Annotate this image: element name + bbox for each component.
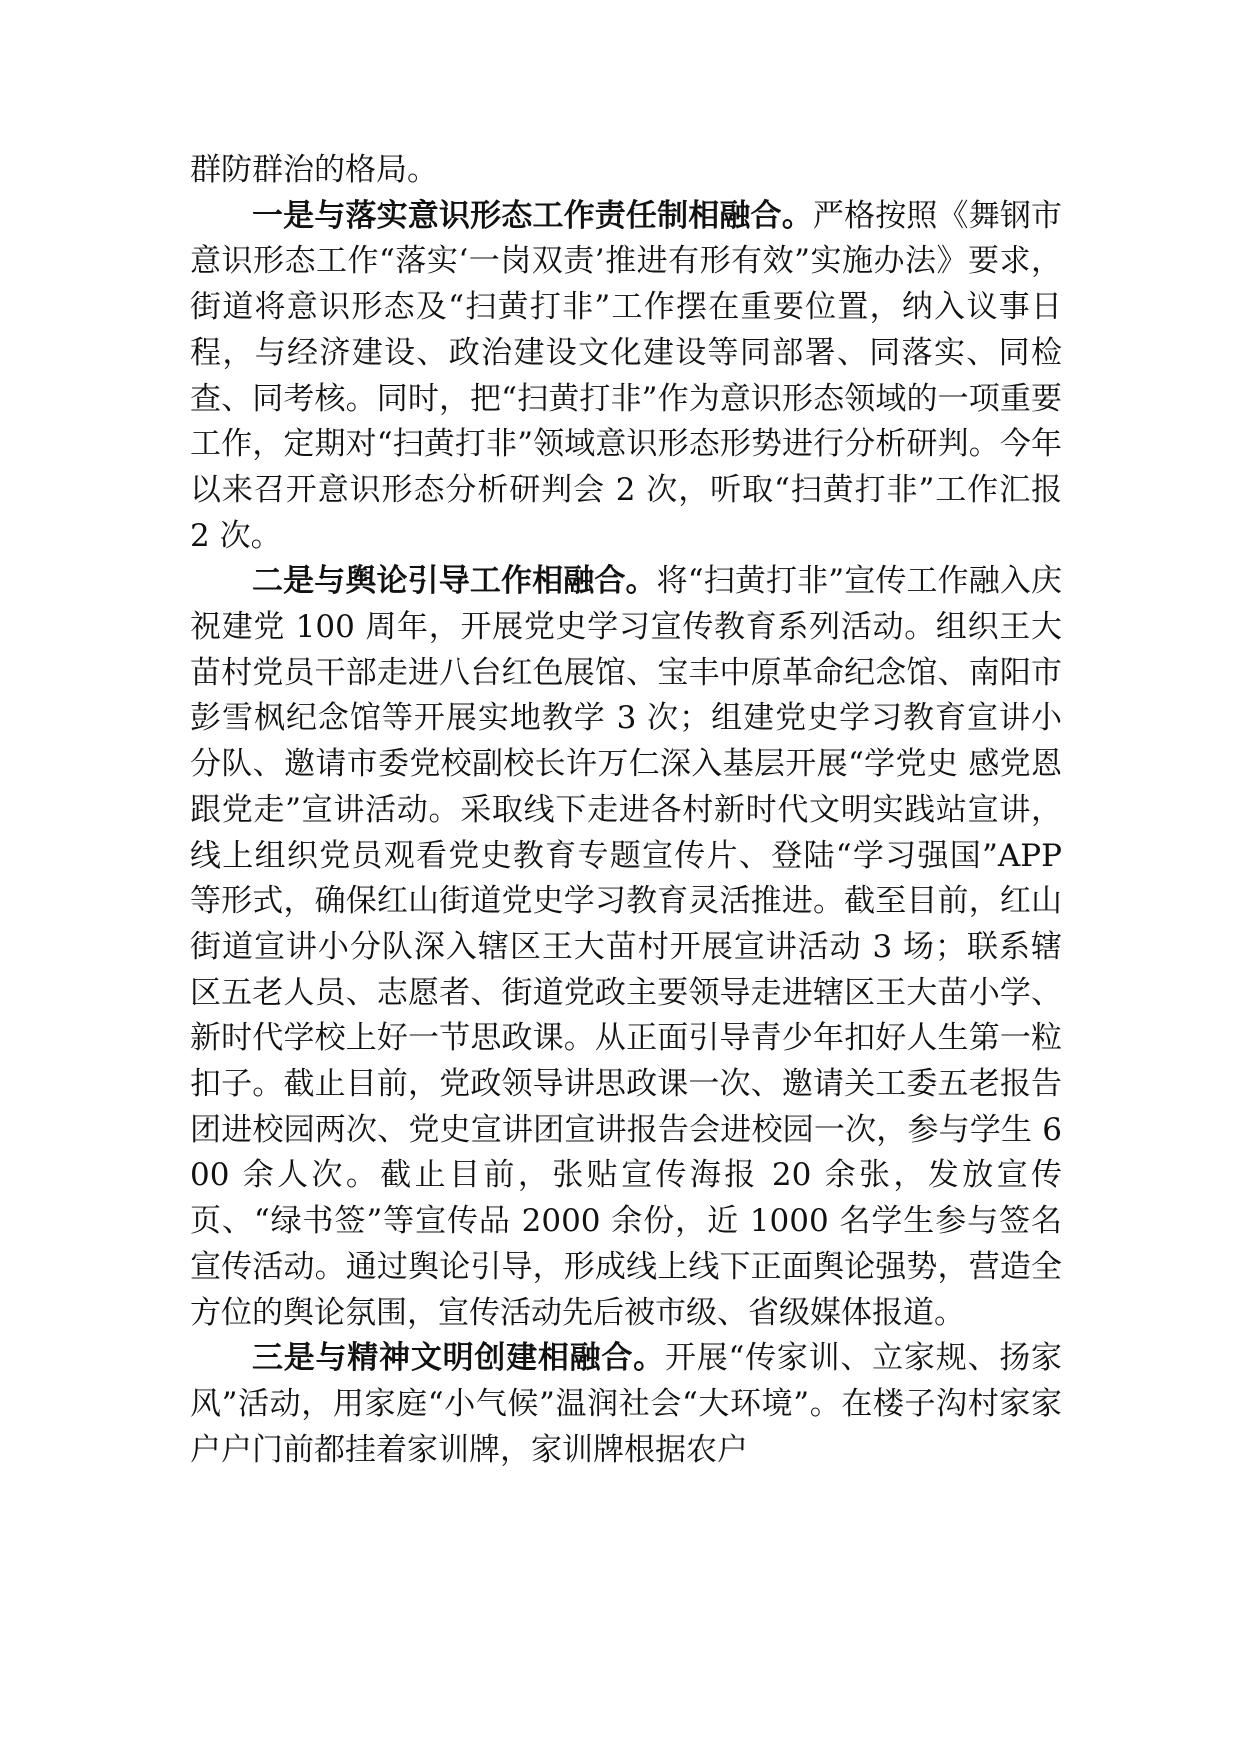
paragraph-3-heading: 三是与精神文明创建相融合。: [252, 1340, 665, 1377]
paragraph-3: [190, 1336, 1062, 1473]
paragraph-1-heading: 一是与落实意识形态工作责任制相融合。: [252, 197, 813, 234]
paragraph-2-heading: 二是与舆论引导工作相融合。: [252, 563, 657, 600]
paragraph-3-body: 开展“传家训、立家规、扬家风”活动，用家庭“小气候”温润社会“大环境”。在楼子沟村家家户户门前都挂着家训牌，家训牌根据农户: [190, 1340, 1062, 1468]
paragraph-2-body: 将“扫黄打非”宣传工作融入庆祝建党 100 周年，开展党史学习宣传教育系列活动。组织王大苗村党员干部走进八台红色展馆、宝丰中原革命纪念馆、南阳市彭雪枫纪念馆等开展实地教学 3 次；组建党史学习教育宣讲小分队、邀请市委党校副校长许万仁深入基层开展“学党史 感党恩 跟党走”宣讲活动。采取线下走进各村新时代文明实践站宣讲，线上组织党员观看党史教育专题宣传片、登陆“学习强国”APP 等形式，确保红山街道党史学习教育灵活推进。截至目前，红山街道宣讲小分队深入辖区王大苗村开展宣讲活动 3 场；联系辖区五老人员、志愿者、街道党政主要领导走进辖区王大苗小学、新时代学校上好一节思政课。从正面引导青少年扣好人生第一粒扣子。截止目前，党政领导讲思政课一次、邀请关工委五老报告团进校园两次、党史宣讲团宣讲报告会进校园一次，参与学生 600 余人次。截止目前，张贴宣传海报 20 余张，发放宣传页、“绿书签”等宣传品 2000 余份，近 1000 名学生参与签名宣传活动。通过舆论引导，形成线上线下正面舆论强势，营造全方位的舆论氛围，宣传活动先后被市级、省级媒体报道。: [190, 563, 1062, 1331]
paragraph-1-body: 严格按照《舞钢市意识形态工作“落实‘一岗双责’推进有形有效”实施办法》要求，街道将意识形态及“扫黄打非”工作摆在重要位置，纳入议事日程，与经济建设、政治建设文化建设等同部署、同落实、同检查、同考核。同时，把“扫黄打非”作为意识形态领域的一项重要工作，定期对“扫黄打非”领域意识形态形势进行分析研判。今年以来召开意识形态分析研判会 2 次，听取“扫黄打非”工作汇报 2 次。: [190, 197, 1063, 554]
paragraph-1: [190, 194, 1062, 560]
document-body: [190, 148, 1062, 1473]
continuation-text: 群防群治的格局。: [190, 152, 438, 188]
paragraph-2: [190, 559, 1062, 1336]
